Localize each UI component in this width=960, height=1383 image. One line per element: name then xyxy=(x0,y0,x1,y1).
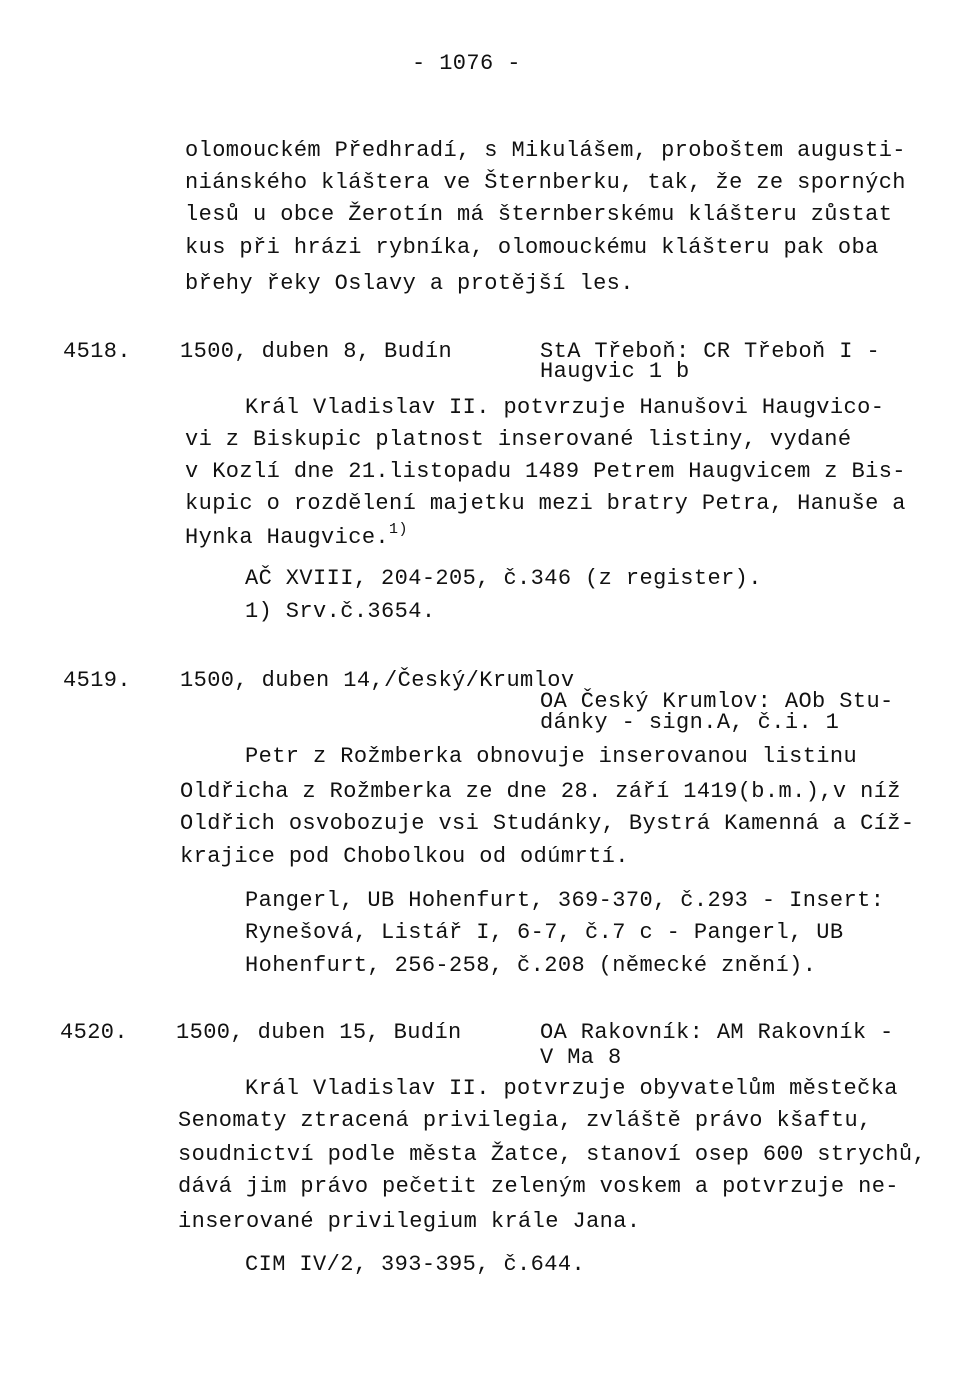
entry-text-line: Král Vladislav II. potvrzuje obyvatelům městečka xyxy=(245,1076,898,1101)
entry-archive: StA Třeboň: CR Třeboň I - xyxy=(540,339,881,364)
entry-text-line: kupic o rozdělení majetku mezi bratry Petra, Hanuše a xyxy=(185,491,906,516)
entry-text-line-with-footnote xyxy=(185,522,408,555)
entry-text-line: Senomaty ztracená privilegia, zvláště právo kšaftu, xyxy=(178,1108,872,1133)
entry-text-line: Petr z Rožmberka obnovuje inserovanou listinu xyxy=(245,744,858,769)
intro-line: olomouckém Předhradí, s Mikulášem, proboštem augusti- xyxy=(185,138,906,163)
page-number: - 1076 - xyxy=(412,51,521,76)
entry-archive: V Ma 8 xyxy=(540,1045,622,1070)
entry-source: Hohenfurt, 256-258, č.208 (německé znění). xyxy=(245,953,817,978)
entry-source: AČ XVIII, 204-205, č.346 (z register). xyxy=(245,566,762,591)
entry-text-line: dává jim právo pečetit zeleným voskem a potvrzuje ne- xyxy=(178,1174,899,1199)
entry-text-line: vi z Biskupic platnost inserované listiny, vydané xyxy=(185,427,852,452)
entry-text-line: soudnictví podle města Žatce, stanoví osep 600 strychů, xyxy=(178,1142,927,1167)
entry-date: 1500, duben 8, Budín xyxy=(180,339,453,364)
entry-source: Rynešová, Listář I, 6-7, č.7 c - Pangerl, UB xyxy=(245,920,844,945)
entry-date: 1500, duben 14,/Český/Krumlov xyxy=(180,668,575,693)
entry-text-line: inserované privilegium krále Jana. xyxy=(178,1209,641,1234)
entry-number: 4519. xyxy=(63,668,132,693)
entry-text-line: Hynka Haugvice. xyxy=(185,525,390,550)
entry-archive: OA Rakovník: AM Rakovník - xyxy=(540,1020,894,1045)
entry-text-line: Oldřich osvobozuje vsi Studánky, Bystrá Kamenná a Cíž- xyxy=(180,811,915,836)
entry-text-line: Oldřicha z Rožmberka ze dne 28. září 1419(b.m.),v níž xyxy=(180,779,901,804)
entry-source: Pangerl, UB Hohenfurt, 369-370, č.293 - Insert: xyxy=(245,888,885,913)
entry-archive: Haugvic 1 b xyxy=(540,359,690,384)
entry-text-line: krajice pod Chobolkou od odúmrtí. xyxy=(180,844,629,869)
entry-text-line: v Kozlí dne 21.listopadu 1489 Petrem Haugvicem z Bis- xyxy=(185,459,906,484)
intro-line: lesů u obce Žerotín má šternberskému klášteru zůstat xyxy=(185,202,893,227)
intro-line: břehy řeky Oslavy a protější les. xyxy=(185,271,634,296)
intro-line: niánského kláštera ve Šternberku, tak, že ze sporných xyxy=(185,170,906,195)
footnote-mark: 1) xyxy=(389,521,408,538)
entry-source: CIM IV/2, 393-395, č.644. xyxy=(245,1252,586,1277)
intro-line: kus při hrázi rybníka, olomouckému klášteru pak oba xyxy=(185,235,879,260)
entry-archive: dánky - sign.A, č.i. 1 xyxy=(540,710,840,735)
entry-number: 4518. xyxy=(63,339,132,364)
entry-date: 1500, duben 15, Budín xyxy=(176,1020,462,1045)
entry-footnote: 1) Srv.č.3654. xyxy=(245,599,436,624)
entry-archive: OA Český Krumlov: AOb Stu- xyxy=(540,689,894,714)
entry-number: 4520. xyxy=(60,1020,129,1045)
entry-text-line: Král Vladislav II. potvrzuje Hanušovi Haugvico- xyxy=(245,395,885,420)
